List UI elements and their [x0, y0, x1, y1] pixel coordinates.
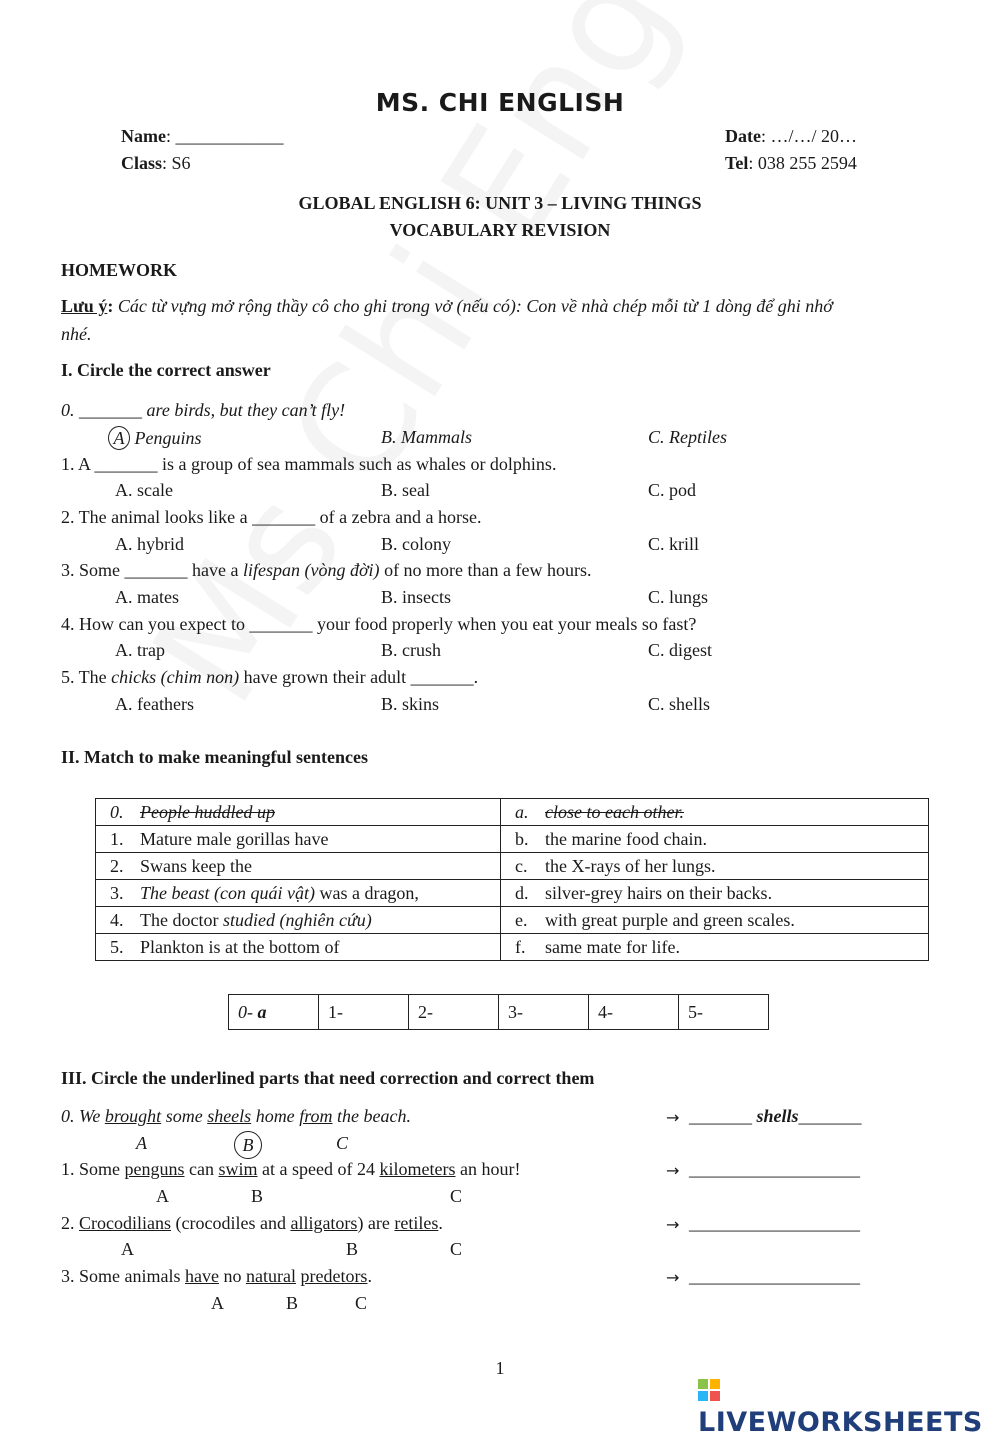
- answer-cell-1[interactable]: 1-: [319, 995, 409, 1030]
- answer-cell-0: [229, 995, 319, 1030]
- match-text: Plankton is at the bottom of: [140, 936, 340, 957]
- name-label: Name: [121, 126, 166, 146]
- page-title: MS. CHI ENGLISH: [375, 88, 625, 117]
- match-number: 3.: [110, 882, 124, 903]
- underlined-part-b[interactable]: alligators: [290, 1213, 358, 1233]
- class-value: : S6: [162, 153, 191, 173]
- underlined-part-a[interactable]: have: [185, 1266, 219, 1286]
- date-label: Date: [725, 126, 761, 146]
- s3-sentence-3: 3. Some animals have no natural predetors.: [61, 1266, 372, 1286]
- question-4: 4. How can you expect to _______ your food properly when you eat your meals so fast?: [61, 614, 697, 634]
- underlined-part-b[interactable]: sheels: [207, 1106, 252, 1126]
- q5-option-c[interactable]: C. shells: [648, 694, 711, 714]
- class-field: [121, 153, 191, 174]
- q3-italic: lifespan (vòng đời): [242, 560, 380, 580]
- section2-title: II. Match to make meaningful sentences: [61, 747, 368, 767]
- example-option-a[interactable]: [108, 426, 202, 450]
- underlined-part-c[interactable]: retiles: [394, 1213, 439, 1233]
- circled-answer-a: A: [108, 426, 130, 450]
- homework-heading: HOMEWORK: [61, 260, 177, 280]
- date-field: [725, 126, 857, 147]
- section1-title: I. Circle the correct answer: [61, 360, 271, 380]
- underlined-part-c[interactable]: from: [299, 1106, 333, 1126]
- answer-blank-1[interactable]: ___________________: [689, 1159, 860, 1179]
- note-line1: [61, 296, 833, 317]
- match-text: People huddled up: [140, 801, 275, 822]
- letter-a: A: [121, 1239, 134, 1259]
- q2-option-a[interactable]: A. hybrid: [115, 534, 184, 554]
- tel-field: [725, 153, 857, 174]
- table-row: [229, 995, 769, 1030]
- match-left-example: [96, 799, 501, 826]
- answer-cell-5[interactable]: 5-: [679, 995, 769, 1030]
- arrow-icon: →: [666, 1268, 680, 1287]
- s3-example-answer: _______ shells_______: [689, 1106, 862, 1126]
- match-right-d[interactable]: [501, 880, 929, 907]
- date-value: : …/…/ 20…: [760, 126, 857, 146]
- matching-table: [95, 798, 929, 961]
- match-right-b[interactable]: [501, 826, 929, 853]
- section3-title: III. Circle the underlined parts that need correction and correct them: [61, 1068, 595, 1088]
- match-letter: e.: [515, 909, 528, 930]
- match-text: was a dragon,: [314, 882, 419, 903]
- table-row: [96, 853, 929, 880]
- q4-option-b[interactable]: B. crush: [381, 640, 441, 660]
- q4-option-a[interactable]: A. trap: [115, 640, 165, 660]
- match-text: Swans keep the: [140, 855, 252, 876]
- underlined-part-c[interactable]: predetors: [300, 1266, 368, 1286]
- question-5: [61, 667, 478, 688]
- match-number: 1.: [110, 828, 124, 849]
- letter-a: A: [156, 1186, 169, 1206]
- match-italic: The beast (con quái vật): [140, 882, 315, 903]
- revision-heading: VOCABULARY REVISION: [389, 220, 611, 240]
- match-right-example: [501, 799, 929, 826]
- q5-option-b[interactable]: B. skins: [381, 694, 440, 714]
- page-number: 1: [495, 1358, 505, 1378]
- match-text: Mature male gorillas have: [140, 828, 329, 849]
- liveworksheets-logo: [698, 1376, 1000, 1438]
- correct-word: shells: [756, 1106, 799, 1126]
- match-letter: a.: [515, 801, 529, 822]
- q3-option-a[interactable]: A. mates: [115, 587, 179, 607]
- q2-option-c[interactable]: C. krill: [648, 534, 700, 554]
- note-line2: nhé.: [61, 324, 92, 344]
- match-letter: d.: [515, 882, 529, 903]
- letter-c: C: [450, 1186, 463, 1206]
- letter-b-circled: [234, 1131, 262, 1159]
- note-colon: :: [107, 296, 114, 316]
- tel-value: : 038 255 2594: [748, 153, 857, 173]
- q3-text-end: of no more than a few hours.: [379, 560, 592, 580]
- arrow-icon: →: [666, 1161, 680, 1180]
- q5-text: 5. The: [61, 667, 112, 687]
- s3-sentence-2: 2. Crocodilians (crocodiles and alligators) are retiles.: [61, 1213, 443, 1233]
- match-right-c[interactable]: [501, 853, 929, 880]
- match-text: with great purple and green scales.: [545, 909, 795, 930]
- letter-b: B: [251, 1186, 264, 1206]
- match-number: 0.: [110, 801, 124, 822]
- table-row: [96, 907, 929, 934]
- match-left-5[interactable]: [96, 934, 501, 961]
- letter-a: A: [136, 1133, 147, 1153]
- example-option-c[interactable]: C. Reptiles: [648, 427, 727, 447]
- answer-cell-2[interactable]: 2-: [409, 995, 499, 1030]
- match-number: 2.: [110, 855, 124, 876]
- example-question: 0. _______ are birds, but they can’t fly!: [61, 400, 346, 420]
- table-row: [96, 880, 929, 907]
- class-label: Class: [121, 153, 163, 173]
- letter-a: A: [211, 1293, 224, 1313]
- underlined-part-a[interactable]: brought: [104, 1106, 162, 1126]
- note-text: Các từ vựng mở rộng thầy cô cho ghi trong vở (nếu có): Con về nhà chép mỗi từ 1 dòng để ghi nhớ: [113, 296, 833, 316]
- match-text: the X-rays of her lungs.: [545, 855, 716, 876]
- unit-heading: GLOBAL ENGLISH 6: UNIT 3 – LIVING THINGS: [298, 193, 702, 213]
- match-text: silver-grey hairs on their backs.: [545, 882, 773, 903]
- underlined-part-b[interactable]: swim: [218, 1159, 258, 1179]
- q1-option-b[interactable]: B. seal: [381, 480, 430, 500]
- logo-icon: [698, 1379, 722, 1403]
- letter-b: B: [286, 1293, 299, 1313]
- q2-option-b[interactable]: B. colony: [381, 534, 451, 554]
- table-row: [96, 799, 929, 826]
- letter-c: C: [450, 1239, 463, 1259]
- match-left-4[interactable]: [96, 907, 501, 934]
- match-letter: f.: [515, 936, 526, 957]
- answer-blank-3[interactable]: ___________________: [689, 1266, 860, 1286]
- match-letter: c.: [515, 855, 528, 876]
- match-right-e[interactable]: [501, 907, 929, 934]
- match-text: same mate for life.: [545, 936, 680, 957]
- answer-blank-2[interactable]: ___________________: [689, 1213, 860, 1233]
- name-field[interactable]: [121, 126, 284, 147]
- match-letter: b.: [515, 828, 529, 849]
- underlined-part-b[interactable]: natural: [245, 1266, 296, 1286]
- s3-example-sentence: 0. We brought some sheels home from the beach.: [61, 1106, 411, 1126]
- match-italic: studied (nghiên cứu): [222, 909, 372, 930]
- s3-sentence-1: 1. Some penguns can swim at a speed of 24 kilometers an hour!: [61, 1159, 521, 1179]
- answer-key-table: [228, 994, 769, 1030]
- underlined-part-a[interactable]: penguns: [124, 1159, 185, 1179]
- answer-value: a: [257, 1001, 267, 1022]
- underlined-part-a[interactable]: Crocodilians: [79, 1213, 171, 1233]
- example-option-b[interactable]: B. Mammals: [381, 427, 472, 447]
- question-2: 2. The animal looks like a _______ of a zebra and a horse.: [61, 507, 482, 527]
- match-text: The doctor: [140, 909, 223, 930]
- table-row: [96, 934, 929, 961]
- q4-option-c[interactable]: C. digest: [648, 640, 713, 660]
- note-label: Lưu ý: [61, 296, 108, 316]
- match-left-1[interactable]: [96, 826, 501, 853]
- table-row: [96, 826, 929, 853]
- match-left-3[interactable]: [96, 880, 501, 907]
- answer-cell-4[interactable]: 4-: [589, 995, 679, 1030]
- name-value: : ____________: [165, 126, 284, 146]
- match-text: the marine food chain.: [545, 828, 707, 849]
- q3-text: 3. Some _______ have a: [61, 560, 243, 580]
- tel-label: Tel: [725, 153, 749, 173]
- question-1: 1. A _______ is a group of sea mammals such as whales or dolphins.: [61, 454, 557, 474]
- match-number: 5.: [110, 936, 124, 957]
- q3-option-b[interactable]: B. insects: [381, 587, 451, 607]
- match-text: close to each other.: [545, 801, 684, 822]
- q5-option-a[interactable]: A. feathers: [115, 694, 194, 714]
- letter-b: B: [346, 1239, 359, 1259]
- option-text: Penguins: [130, 428, 202, 448]
- underlined-part-c[interactable]: kilometers: [379, 1159, 456, 1179]
- logo-text: LIVEWORKSHEETS: [698, 1407, 983, 1438]
- circle-mark: B: [234, 1131, 262, 1159]
- arrow-icon: →: [666, 1108, 680, 1127]
- answer-cell-3[interactable]: 3-: [499, 995, 589, 1030]
- q5-text-end: have grown their adult _______.: [239, 667, 479, 687]
- match-number: 4.: [110, 909, 124, 930]
- q3-option-c[interactable]: C. lungs: [648, 587, 709, 607]
- q1-option-c[interactable]: C. pod: [648, 480, 697, 500]
- match-left-2[interactable]: [96, 853, 501, 880]
- answer-label: 0-: [238, 1001, 258, 1022]
- arrow-icon: →: [666, 1215, 680, 1234]
- q1-option-a[interactable]: A. scale: [115, 480, 173, 500]
- letter-c: C: [355, 1293, 368, 1313]
- letter-c: C: [336, 1133, 349, 1153]
- q5-italic: chicks (chim non): [111, 667, 240, 687]
- match-right-f[interactable]: [501, 934, 929, 961]
- question-3: [61, 560, 592, 581]
